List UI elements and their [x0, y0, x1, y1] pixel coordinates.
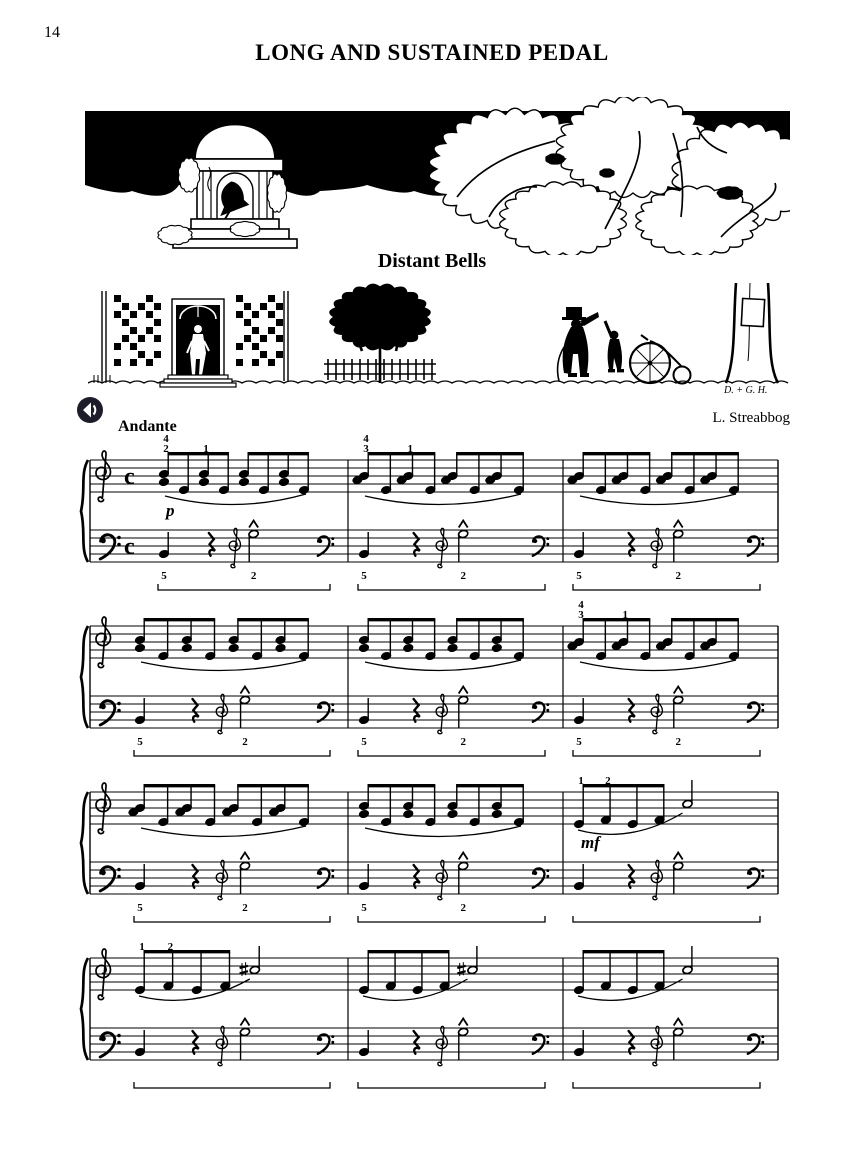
svg-text:1: 1: [203, 443, 209, 455]
music-system-2: [78, 598, 790, 762]
page-title: LONG AND SUSTAINED PEDAL: [255, 40, 609, 65]
svg-text:2: 2: [250, 570, 257, 582]
page-number: 14: [44, 24, 60, 41]
svg-text:2: 2: [460, 570, 466, 582]
svg-text:2: 2: [675, 736, 681, 748]
svg-text:5: 5: [576, 570, 582, 582]
svg-text:1: 1: [407, 443, 414, 455]
svg-text:5: 5: [137, 902, 143, 914]
svg-text:5: 5: [137, 736, 143, 748]
svg-text:3: 3: [363, 443, 369, 455]
svg-text:2: 2: [163, 443, 169, 455]
svg-text:5: 5: [361, 902, 367, 914]
svg-text:2: 2: [167, 941, 174, 953]
music-system-4: [78, 930, 790, 1094]
svg-text:3: 3: [578, 609, 584, 621]
svg-text:2: 2: [460, 736, 466, 748]
svg-text:5: 5: [361, 570, 367, 582]
svg-text:1: 1: [622, 609, 629, 621]
piece-title: Distant Bells: [377, 250, 487, 272]
speaker-icon[interactable]: [76, 396, 104, 424]
tempo-marking: Andante: [118, 418, 177, 435]
svg-text:c: c: [124, 534, 135, 560]
svg-text:mf: mf: [581, 833, 600, 852]
music-system-3: [78, 764, 790, 928]
svg-text:c: c: [124, 464, 135, 490]
composer-name: L. Streabbog: [712, 410, 790, 426]
svg-text:2: 2: [460, 902, 466, 914]
svg-text:2: 2: [675, 570, 681, 582]
street-scene-illustration: [88, 283, 790, 399]
svg-text:5: 5: [161, 570, 167, 582]
bell-tower-illustration: [85, 97, 790, 255]
music-system-1: [78, 432, 790, 596]
svg-text:p: p: [166, 501, 175, 520]
svg-text:4: 4: [363, 433, 369, 445]
svg-text:1: 1: [139, 941, 145, 953]
svg-text:2: 2: [605, 775, 611, 787]
illustrator-signature: D. + G. H.: [724, 385, 768, 396]
svg-text:2: 2: [242, 902, 248, 914]
svg-text:1: 1: [578, 775, 584, 787]
svg-text:5: 5: [576, 736, 582, 748]
svg-text:2: 2: [242, 736, 248, 748]
svg-text:4: 4: [578, 599, 584, 611]
svg-text:5: 5: [361, 736, 367, 748]
svg-text:4: 4: [163, 433, 169, 445]
